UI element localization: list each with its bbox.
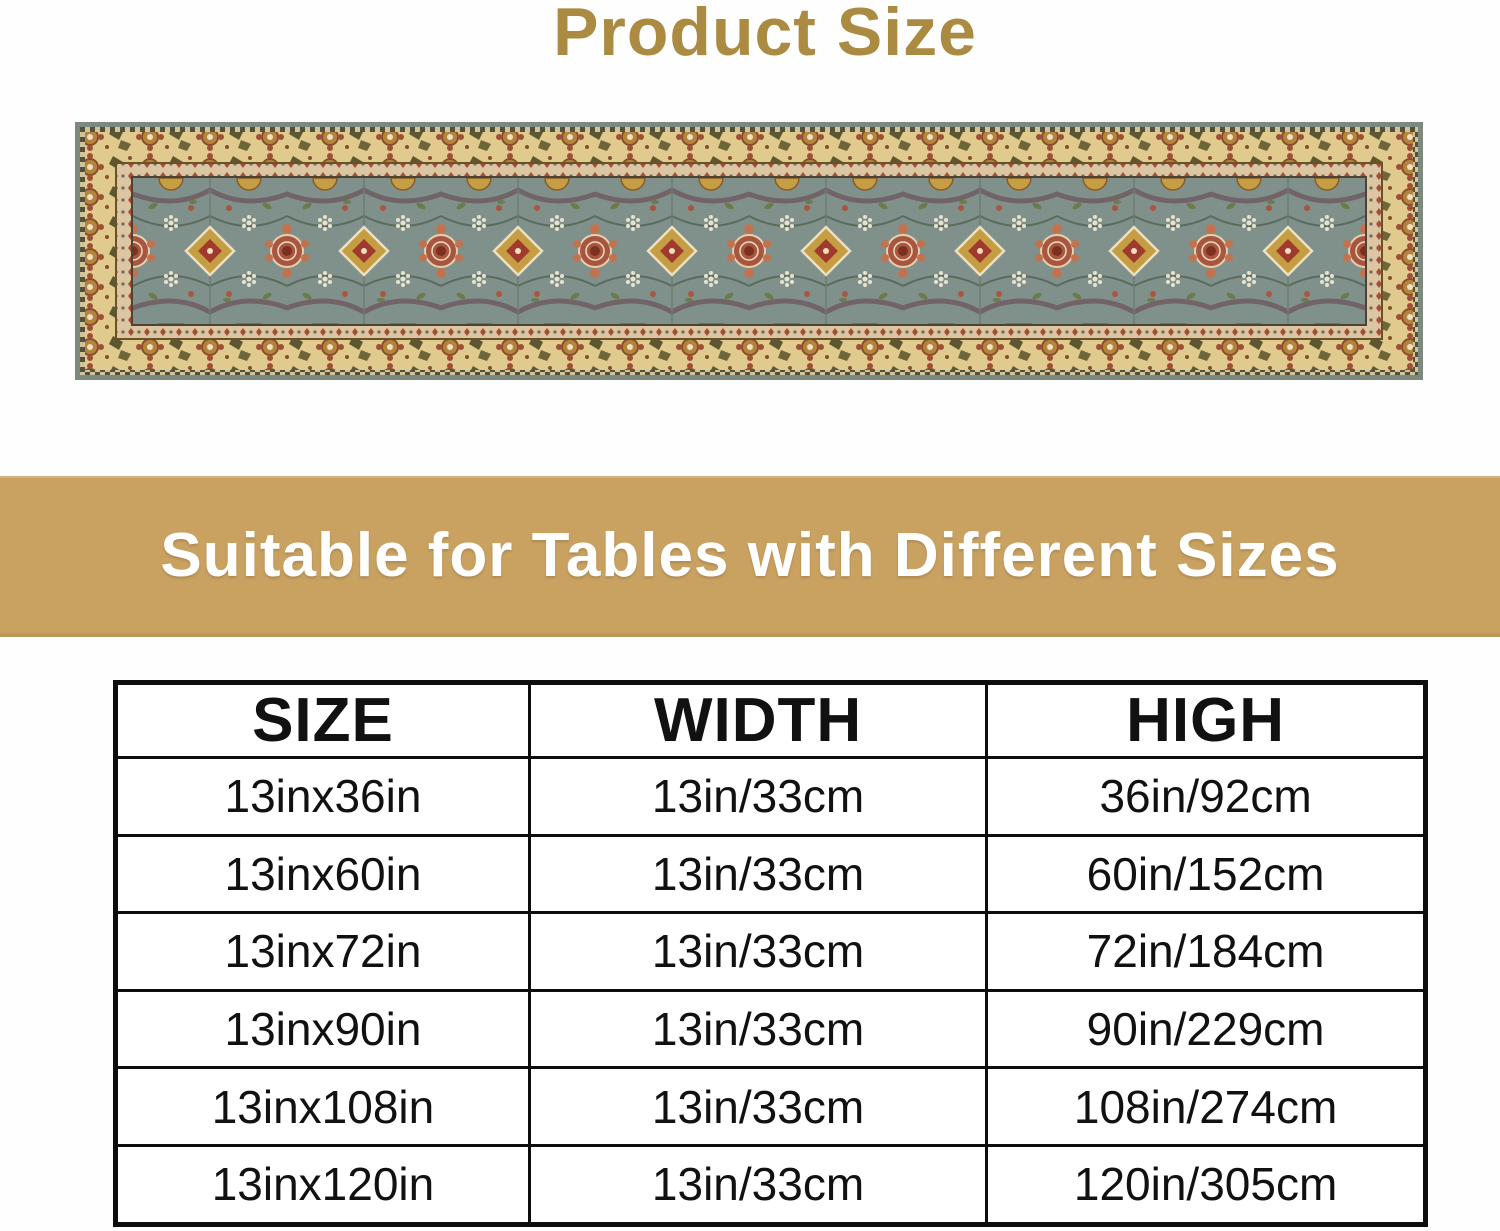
table-row — [116, 758, 1426, 836]
header-row — [116, 683, 1426, 758]
size-cell: 13inx60in — [116, 835, 530, 913]
table-runner-photo — [75, 122, 1423, 380]
high-cell: 90in/229cm — [987, 990, 1426, 1068]
table-row — [116, 1145, 1426, 1224]
width-cell: 13in/33cm — [529, 1145, 986, 1224]
size-cell: 13inx90in — [116, 990, 530, 1068]
size-cell: 13inx120in — [116, 1145, 530, 1224]
table-row — [116, 835, 1426, 913]
column-header-high: HIGH — [987, 683, 1426, 758]
width-cell: 13in/33cm — [529, 1068, 986, 1146]
table-row — [116, 913, 1426, 991]
high-cell: 108in/274cm — [987, 1068, 1426, 1146]
high-cell: 60in/152cm — [987, 835, 1426, 913]
suitability-banner — [0, 476, 1500, 637]
width-cell: 13in/33cm — [529, 835, 986, 913]
high-cell: 72in/184cm — [987, 913, 1426, 991]
banner-text: Suitable for Tables with Different Sizes — [160, 521, 1340, 590]
table-row — [116, 990, 1426, 1068]
size-chart-table — [113, 680, 1428, 1227]
size-cell: 13inx108in — [116, 1068, 530, 1146]
size-cell: 13inx36in — [116, 758, 530, 836]
table-runner-rug-graphic — [75, 122, 1423, 380]
width-cell: 13in/33cm — [529, 990, 986, 1068]
table-row — [116, 1068, 1426, 1146]
column-header-width: WIDTH — [529, 683, 986, 758]
high-cell: 36in/92cm — [987, 758, 1426, 836]
width-cell: 13in/33cm — [529, 913, 986, 991]
width-cell: 13in/33cm — [529, 758, 986, 836]
size-cell: 13inx72in — [116, 913, 530, 991]
high-cell: 120in/305cm — [987, 1145, 1426, 1224]
page-title: Product Size — [553, 0, 977, 70]
column-header-size: SIZE — [116, 683, 530, 758]
